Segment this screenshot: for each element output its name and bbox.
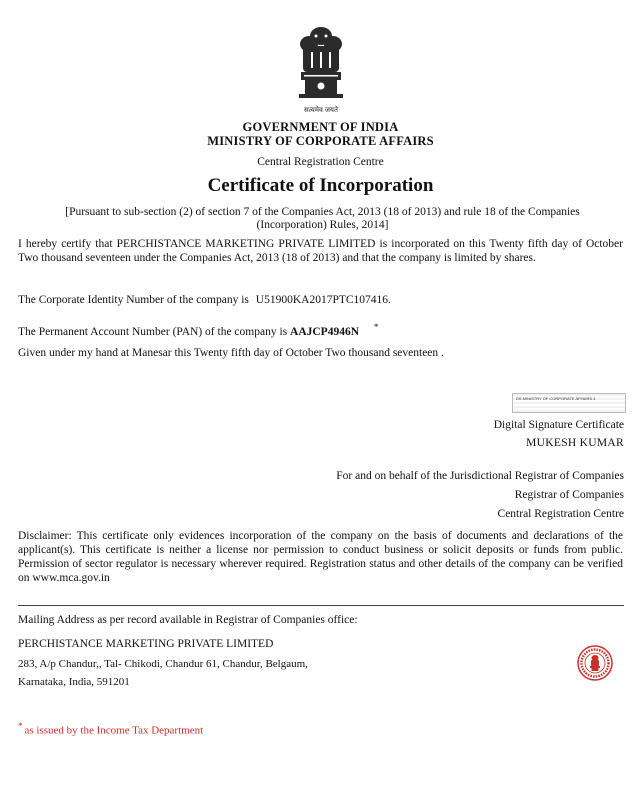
mailing-label: Mailing Address as per record available in Registrar of Companies office: <box>18 614 358 626</box>
pan-line <box>18 320 623 339</box>
digital-signature-label: Digital Signature Certificate <box>493 419 624 431</box>
pursuant-clause: [Pursuant to sub-section (2) of section 7 of the Companies Act, 2013 (18 of 2013) and rule 18 of the Companies (Incorporation) Rules, 2014] <box>65 206 580 231</box>
certification-statement: I hereby certify that PERCHISTANCE MARKETING PRIVATE LIMITED is incorporated on this Twenty fifth day of October Two thousand seventeen under the Companies Act, 2013 (18 of 2013) and that the company is limited by shares. <box>18 238 623 264</box>
registration-centre: Central Registration Centre <box>257 156 384 168</box>
disclaimer: Disclaimer: This certificate only evidences incorporation of the company on the basis of documents and declarations of the applicant(s). This certificate is neither a license nor permission to conduct business or solicit deposits or funds from public. Permission of sector regulator is necessary wherever required. Registration status and other details of the company can be verified on www.mca.gov.in <box>18 530 623 584</box>
cin-label: The Corporate Identity Number of the company is <box>18 294 249 306</box>
mailing-address-line2: Karnataka, India, 591201 <box>18 676 130 688</box>
given-statement: Given under my hand at Manesar this Twenty fifth day of October Two thousand seventeen . <box>18 347 444 359</box>
stamp-text: DS MINISTRY OF CORPORATE AFFAIRS 4 <box>516 396 596 401</box>
emblem-caption: सत्यमेव जयते <box>304 106 338 114</box>
state-emblem-icon <box>291 22 351 106</box>
mca-seal <box>576 644 614 682</box>
mailing-address-line1: 283, A/p Chandur,, Tal- Chikodi, Chandur 61, Chandur, Belgaum, <box>18 658 308 670</box>
footnote-asterisk: * <box>18 721 23 731</box>
cin-value: U51900KA2017PTC107416. <box>255 294 391 306</box>
registrar-centre: Central Registration Centre <box>497 508 624 520</box>
pan-label: The Permanent Account Number (PAN) of the company is <box>18 325 288 338</box>
behalf-statement: For and on behalf of the Jurisdictional Registrar of Companies <box>336 470 624 482</box>
footnote-text: as issued by the Income Tax Department <box>24 724 204 737</box>
registrar-title: Registrar of Companies <box>514 489 624 501</box>
divider <box>18 605 624 606</box>
pan-value: AAJCP4946N <box>290 325 360 338</box>
state-emblem <box>291 22 351 118</box>
signer-name: MUKESH KUMAR <box>526 437 624 449</box>
certificate-title: Certificate of Incorporation <box>207 175 434 196</box>
pan-asterisk: * <box>373 322 379 332</box>
ministry-heading: MINISTRY OF CORPORATE AFFAIRS <box>207 134 434 148</box>
mca-seal-icon <box>576 644 614 682</box>
mailing-company: PERCHISTANCE MARKETING PRIVATE LIMITED <box>18 638 274 650</box>
government-heading: GOVERNMENT OF INDIA <box>242 120 399 134</box>
footnote <box>18 721 203 737</box>
cin-line <box>18 293 623 307</box>
digital-signature-stamp <box>512 393 626 413</box>
